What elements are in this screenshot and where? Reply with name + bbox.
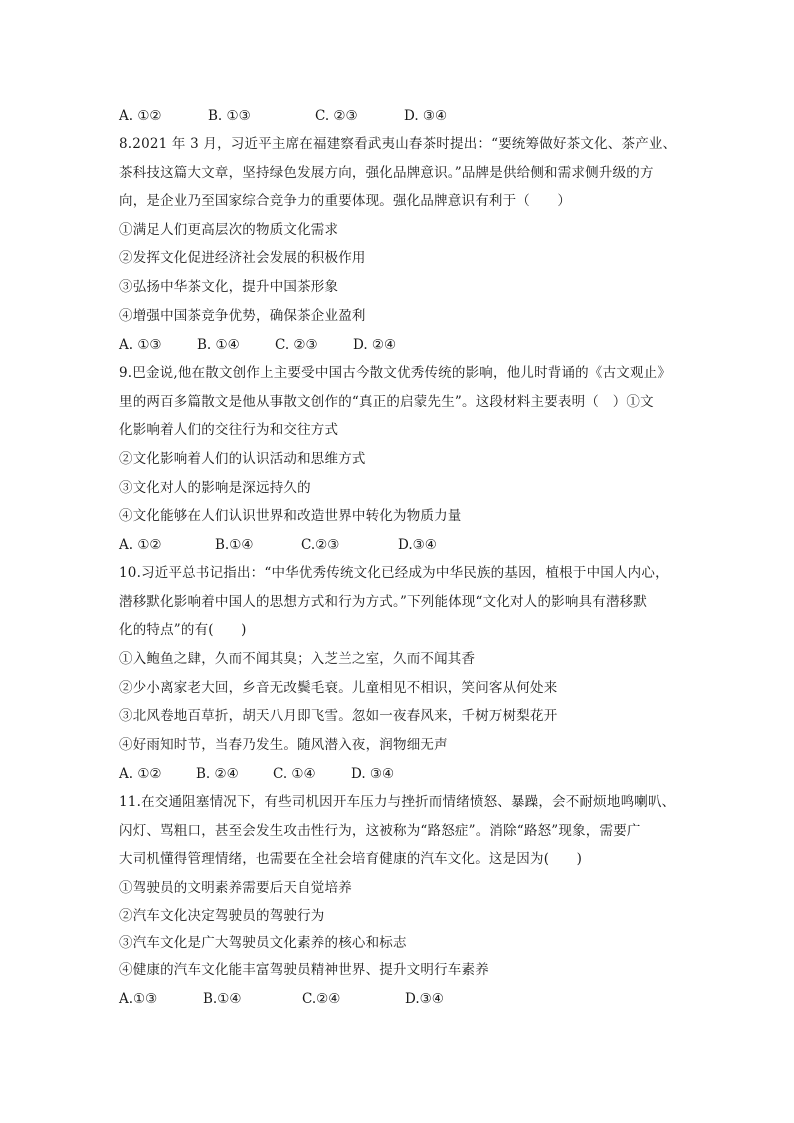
q11-item-3: ③汽车文化是广大驾驶员文化素养的核心和标志 <box>119 935 407 951</box>
q10-option-a: A. ①② <box>119 766 162 782</box>
q8-stem-line-3: 向，是企业乃至国家综合竞争力的重要体现。强化品牌意识有利于（ ） <box>119 193 572 209</box>
q7-option-a: A. ①② <box>119 108 162 124</box>
q9-item-4: ④文化能够在人们认识世界和改造世界中转化为物质力量 <box>119 508 462 524</box>
q10-option-d: D. ③④ <box>351 766 395 782</box>
q10-option-b: B. ②④ <box>196 766 239 782</box>
q9-stem-line-3: 化影响着人们的交往行为和交往方式 <box>119 422 339 438</box>
q8-item-3: ③弘扬中华茶文化，提升中国茶形象 <box>119 279 339 295</box>
q9-option-a: A. ①② <box>119 537 162 553</box>
q10-item-4: ④好雨知时节，当春乃发生。随风潜入夜，润物细无声 <box>119 737 448 753</box>
q7-option-c: C. ②③ <box>315 108 358 124</box>
q11-item-2: ②汽车文化决定驾驶员的驾驶行为 <box>119 908 325 924</box>
q8-item-4: ④增强中国茶竞争优势，确保茶企业盈利 <box>119 308 366 324</box>
q9-option-d: D.③④ <box>398 537 437 553</box>
q10-item-1: ①入鲍鱼之肆，久而不闻其臭；入芝兰之室，久而不闻其香 <box>119 651 476 667</box>
q9-item-2: ②文化影响着人们的认识活动和思维方式 <box>119 451 366 467</box>
q8-stem-line-2: 茶科技这篇大文章，坚持绿色发展方向，强化品牌意识。”品牌是供给侧和需求侧升级的方 <box>119 165 654 181</box>
q11-option-a: A.①③ <box>119 991 158 1007</box>
q11-stem-line-3: 大司机懂得管理情绪，也需要在全社会培育健康的汽车文化。这是因为( ) <box>119 851 583 867</box>
q10-stem-line-2: 潜移默化影响着中国人的思想方式和行为方式。”下列能体现“文化对人的影响具有潜移默 <box>119 594 648 610</box>
q9-item-3: ③文化对人的影响是深远持久的 <box>119 480 311 496</box>
q9-stem-line-1: 9.巴金说,他在散文创作上主要受中国古今散文优秀传统的影响，他儿时背诵的《古文观止》 <box>119 365 672 381</box>
q10-stem-line-3: 化的特点”的有( ) <box>119 622 247 638</box>
q8-option-a: A. ①③ <box>119 337 162 353</box>
q10-option-c: C. ①④ <box>273 766 316 782</box>
q11-item-1: ①驾驶员的文明素养需要后天自觉培养 <box>119 880 352 896</box>
q8-stem-line-1: 8.2021 年 3 月，习近平主席在福建察看武夷山春茶时提出：“要统筹做好茶文化、茶产业、 <box>119 136 677 152</box>
q11-option-d: D.③④ <box>405 991 444 1007</box>
q8-item-1: ①满足人们更高层次的物质文化需求 <box>119 222 339 238</box>
q9-option-b: B.①④ <box>215 537 254 553</box>
q11-stem-line-2: 闪灯、骂粗口，甚至会发生攻击性行为，这被称为“路怒症”。消除“路怒”现象，需要广 <box>119 823 641 839</box>
q9-option-c: C.②③ <box>301 537 340 553</box>
q7-option-b: B. ①③ <box>208 108 251 124</box>
q7-option-d: D. ③④ <box>404 108 448 124</box>
q8-item-2: ②发挥文化促进经济社会发展的积极作用 <box>119 250 366 266</box>
q11-option-c: C.②④ <box>302 991 341 1007</box>
q8-option-c: C. ②③ <box>275 337 318 353</box>
q10-item-2: ②少小离家老大回，乡音无改鬓毛衰。儿童相见不相识，笑问客从何处来 <box>119 680 558 696</box>
q11-option-b: B.①④ <box>203 991 242 1007</box>
q8-option-b: B. ①④ <box>197 337 240 353</box>
q8-option-d: D. ②④ <box>353 337 397 353</box>
q9-stem-line-2: 里的两百多篇散文是他从事散文创作的“真正的启蒙先生”。这段材料主要表明（ ）①文 <box>119 394 654 410</box>
q10-item-3: ③北风卷地百草折，胡天八月即飞雪。忽如一夜春风来，千树万树梨花开 <box>119 708 558 724</box>
q10-stem-line-1: 10.习近平总书记指出：“中华优秀传统文化已经成为中华民族的基因，植根于中国人内心， <box>119 565 669 581</box>
q11-stem-line-1: 11.在交通阻塞情况下，有些司机因开车压力与挫折而情绪愤怒、暴躁，会不耐烦地鸣喇叭、 <box>119 794 676 810</box>
q11-item-4: ④健康的汽车文化能丰富驾驶员精神世界、提升文明行车素养 <box>119 962 489 978</box>
